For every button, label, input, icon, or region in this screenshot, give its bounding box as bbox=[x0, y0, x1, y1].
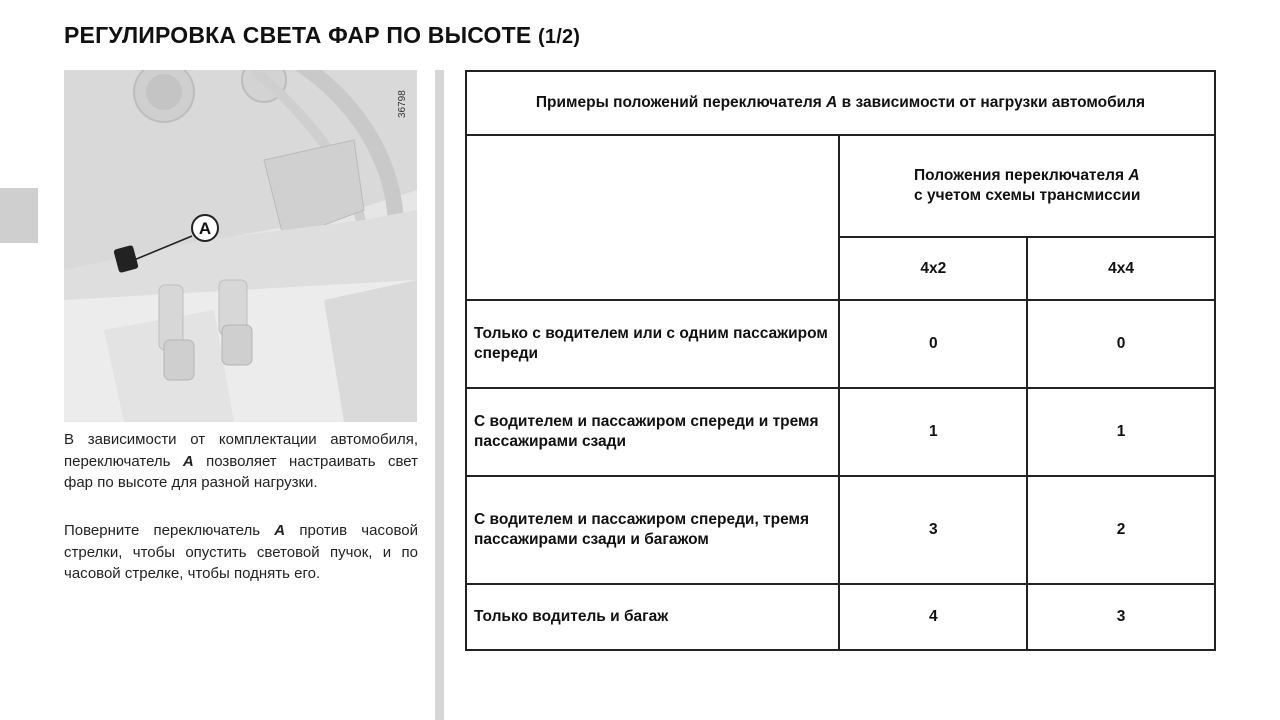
group-header-line1: Положения переключателя bbox=[914, 167, 1129, 184]
description-paragraph bbox=[64, 429, 418, 494]
table-row bbox=[466, 300, 1215, 388]
row-label: Только водитель и багаж bbox=[466, 584, 839, 650]
instruction-paragraph bbox=[64, 520, 418, 585]
group-header bbox=[839, 135, 1215, 237]
page-title bbox=[64, 22, 580, 49]
page-indicator: (1/2) bbox=[538, 26, 581, 48]
para2-text-a: Поверните переключатель bbox=[64, 522, 275, 539]
row-value-4x4: 0 bbox=[1027, 300, 1215, 388]
dashboard-illustration bbox=[64, 70, 417, 422]
row-value-4x2: 3 bbox=[839, 476, 1027, 584]
table-row bbox=[466, 476, 1215, 584]
para1-text-a: В зависимости от комплектации автомобиля, переключатель bbox=[64, 431, 418, 470]
para2-emph: A bbox=[274, 522, 286, 539]
row-value-4x4: 1 bbox=[1027, 388, 1215, 476]
row-label: Только с водителем или с одним пассажиром спереди bbox=[466, 300, 839, 388]
column-divider bbox=[435, 70, 444, 720]
row-value-4x4: 2 bbox=[1027, 476, 1215, 584]
column-header-4x2: 4x2 bbox=[839, 237, 1027, 300]
row-label: С водителем и пассажиром спереди и тремя пассажирами сзади bbox=[466, 388, 839, 476]
figure-code: 36798 bbox=[397, 90, 408, 118]
row-value-4x2: 0 bbox=[839, 300, 1027, 388]
group-header-emph: A bbox=[1128, 167, 1140, 184]
table-corner-cell bbox=[466, 135, 839, 300]
load-positions-table bbox=[465, 70, 1216, 651]
caption-text-a: Примеры положений переключателя bbox=[535, 94, 827, 111]
para1-text-b: позволяет настраивать свет фар по высоте для разной нагрузки. bbox=[64, 452, 418, 491]
caption-emph: A bbox=[826, 94, 838, 111]
title-text: РЕГУЛИРОВКА СВЕТА ФАР ПО ВЫСОТЕ bbox=[64, 22, 532, 48]
caption-text-b: в зависимости от нагрузки автомобиля bbox=[837, 94, 1146, 111]
table-row bbox=[466, 388, 1215, 476]
dashboard-drawing bbox=[64, 70, 417, 422]
callout-label: A bbox=[198, 219, 212, 238]
table-row bbox=[466, 584, 1215, 650]
row-label: С водителем и пассажиром спереди, тремя пассажирами сзади и багажом bbox=[466, 476, 839, 584]
column-header-4x4: 4x4 bbox=[1027, 237, 1215, 300]
table-caption bbox=[466, 71, 1215, 135]
row-value-4x4: 3 bbox=[1027, 584, 1215, 650]
group-header-line2: с учетом схемы трансмиссии bbox=[914, 187, 1141, 204]
para1-emph: A bbox=[182, 452, 194, 470]
row-value-4x2: 4 bbox=[839, 584, 1027, 650]
para2-text-b: против часовой стрелки, чтобы опустить световой пучок, и по часовой стрелке, чтобы поднять его. bbox=[64, 522, 418, 582]
side-tab-marker bbox=[0, 188, 38, 243]
row-value-4x2: 1 bbox=[839, 388, 1027, 476]
